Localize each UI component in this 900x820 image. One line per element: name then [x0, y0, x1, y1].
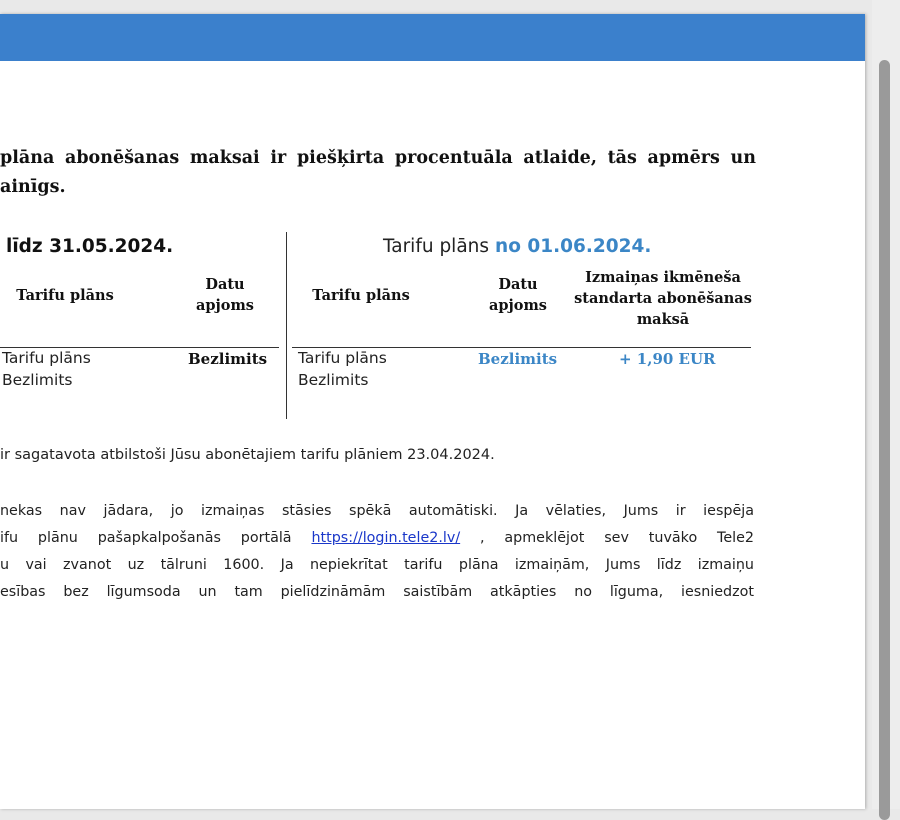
right-row-data: Bezlimits [478, 350, 558, 368]
para-line-4: esības bez līgumsoda un tam pielīdzināmām saistībām atkāpties no līguma, iesniedzot [0, 584, 754, 600]
left-col-data-header-l2: apjoms [196, 297, 254, 314]
right-row-plan [298, 347, 387, 391]
right-title-prefix: Tarifu plāns [383, 236, 490, 257]
para-line-2-after: , apmeklējot sev tuvāko Tele2 [480, 530, 755, 546]
left-row-data: Bezlimits [188, 350, 268, 368]
left-table-title: līdz 31.05.2024. [6, 236, 174, 257]
document-page [0, 14, 865, 809]
right-row-plan-l1: Tarifu plāns [298, 349, 387, 367]
right-col-data-header-l1: Datu [498, 276, 538, 293]
heading-line-1: plāna abonēšanas maksai ir piešķirta procentuāla atlaide, tās apmērs un [0, 148, 756, 168]
left-col-data-header-l1: Datu [205, 276, 245, 293]
left-col-data-header [180, 274, 270, 316]
right-title-date: no 01.06.2024. [495, 236, 652, 257]
right-row-change: + 1,90 EUR [619, 350, 716, 368]
left-row-plan-l1: Tarifu plāns [2, 349, 91, 367]
right-table-title [383, 236, 651, 257]
para-line-1: nekas nav jādara, jo izmaiņas stāsies spēkā automātiski. Ja vēlaties, Jums ir iespēja [0, 503, 754, 519]
left-row-plan [2, 347, 91, 391]
para-line-2-before: ifu plānu pašapkalpošanās portālā [0, 530, 292, 546]
right-col-data-header [478, 274, 558, 316]
table-note: ir sagatavota atbilstoši Jūsu abonētajiem tarifu plāniem 23.04.2024. [0, 447, 495, 463]
top-bar [0, 14, 865, 61]
scrollbar-thumb[interactable] [879, 60, 890, 820]
right-row-plan-l2: Bezlimits [298, 371, 369, 389]
para-line-2 [0, 525, 754, 552]
para-line-3: u vai zvanot uz tālruni 1600. Ja nepiekrītat tarifu plāna izmaiņām, Jums līdz izmaiņu [0, 557, 754, 573]
right-col-plan-header: Tarifu plāns [312, 287, 410, 304]
right-col-change-header-l2: standarta abonēšanas [574, 290, 752, 307]
right-col-change-header [566, 267, 760, 330]
table-divider [286, 232, 287, 419]
left-row-plan-l2: Bezlimits [2, 371, 73, 389]
left-col-plan-header: Tarifu plāns [16, 287, 114, 304]
heading-line-2: ainīgs. [0, 177, 66, 197]
right-col-change-header-l3: maksā [636, 311, 690, 328]
self-service-link[interactable]: https://login.tele2.lv/ [311, 530, 461, 546]
right-col-data-header-l2: apjoms [489, 297, 547, 314]
intro-heading [0, 144, 756, 202]
right-col-change-header-l1: Izmaiņas ikmēneša [585, 269, 741, 286]
info-paragraph [0, 498, 754, 606]
